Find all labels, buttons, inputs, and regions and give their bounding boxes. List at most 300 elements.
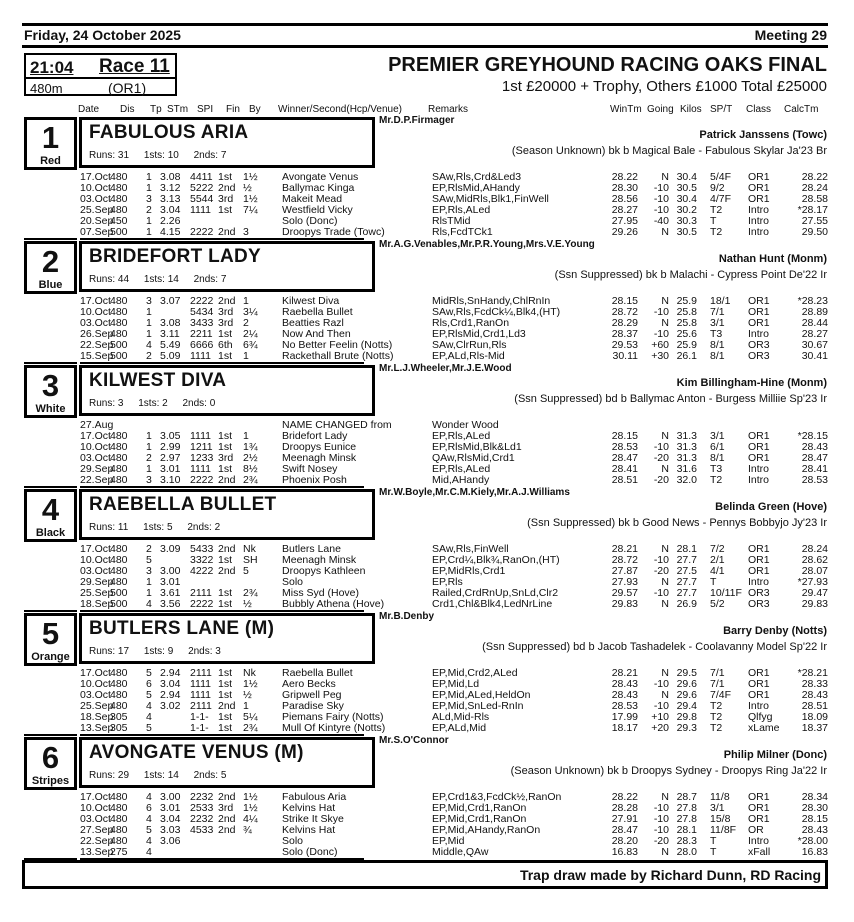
form-win-time: 28.43 xyxy=(611,678,638,690)
form-finish: 1st xyxy=(218,204,233,216)
form-trap: 1 xyxy=(146,182,152,194)
form-sectional-time: 3.56 xyxy=(160,598,181,610)
form-finish: 1st xyxy=(218,441,233,453)
form-distance-beaten: SH xyxy=(243,554,258,566)
form-winner-second: Fabulous Aria xyxy=(282,791,347,803)
form-starting-price: 2/1 xyxy=(710,554,725,566)
form-weight: 32.0 xyxy=(676,474,697,486)
form-date: 17.Oct xyxy=(80,667,111,679)
header-rule xyxy=(22,45,828,48)
form-starting-price: 11/8 xyxy=(710,791,730,803)
form-sectional-time: 3.04 xyxy=(160,813,181,825)
form-winner-second: Solo (Donc) xyxy=(282,215,338,227)
col-stm: STm xyxy=(167,104,189,115)
form-going: N xyxy=(661,667,669,679)
form-winner-second: Aero Becks xyxy=(282,678,336,690)
form-win-time: 27.95 xyxy=(611,215,638,227)
form-starting-price: 8/1 xyxy=(710,339,725,351)
form-remarks: EP,Mid,Ld xyxy=(432,678,480,690)
trap-number: 3 xyxy=(41,368,60,403)
form-win-time: 17.99 xyxy=(611,711,638,723)
greyhound-name: KILWEST DIVA xyxy=(89,370,227,391)
form-sectional-time: 3.03 xyxy=(160,824,181,836)
form-starting-price: 4/1 xyxy=(710,565,725,577)
form-sectional-time: 2.94 xyxy=(160,667,181,679)
form-class: OR1 xyxy=(748,678,770,690)
form-calc-time: 28.43 xyxy=(801,689,828,701)
trap-number: 5 xyxy=(41,616,60,651)
form-weight: 26.9 xyxy=(676,598,697,610)
form-remarks: EP,Mid,Crd1,RanOn xyxy=(432,802,527,814)
form-going: -10 xyxy=(653,182,669,194)
form-trap: 4 xyxy=(146,598,152,610)
wins-count: 1sts: 2 xyxy=(138,398,168,409)
runs-count: Runs: 29 xyxy=(89,770,130,781)
col-going: Going xyxy=(647,104,674,115)
form-going: N xyxy=(661,430,669,442)
form-weight: 27.7 xyxy=(676,576,697,588)
form-winner-second: NAME CHANGED from xyxy=(282,419,392,431)
form-finish: 2nd xyxy=(218,791,236,803)
owner: Mr.L.J.Wheeler,Mr.J.E.Wood xyxy=(379,363,512,374)
form-weight: 28.7 xyxy=(676,791,697,803)
form-split-positions: 5433 xyxy=(190,543,214,555)
form-trap: 2 xyxy=(146,543,152,555)
form-trap: 1 xyxy=(146,576,152,588)
form-trap: 4 xyxy=(146,835,152,847)
form-distance-beaten: 2¾ xyxy=(243,474,258,486)
form-going: N xyxy=(661,846,669,858)
form-date: 13.Sep xyxy=(80,846,114,858)
col-calctm: CalcTm xyxy=(784,104,819,115)
form-weight: 27.5 xyxy=(676,565,697,577)
form-distance-beaten: 2¾ xyxy=(243,722,258,734)
seconds-count: 2nds: 2 xyxy=(187,522,221,533)
form-starting-price: 18/1 xyxy=(710,295,731,307)
form-class: Intro xyxy=(748,215,770,227)
form-split-positions: 2222 xyxy=(190,226,214,238)
form-winner-second: Swift Nosey xyxy=(282,463,338,475)
form-finish: 1st xyxy=(218,171,233,183)
form-remarks: EP,Crd¼,Blk¾,RanOn,(HT) xyxy=(432,554,560,566)
breeding: (Season Unknown) bk b Droopys Sydney - Droopys Ring Ja'22 Ir xyxy=(510,765,827,777)
form-winner-second: Raebella Bullet xyxy=(282,667,353,679)
form-split-positions: 2222 xyxy=(190,598,214,610)
form-remarks: EP,MidRls,Crd1 xyxy=(432,565,506,577)
form-trap: 3 xyxy=(146,565,152,577)
form-split-positions: 2533 xyxy=(190,802,214,814)
form-win-time: 28.47 xyxy=(611,824,638,836)
form-winner-second: Rackethall Brute (Notts) xyxy=(282,350,394,362)
col-by: By xyxy=(249,104,261,115)
form-finish: 2nd xyxy=(218,813,236,825)
form-calc-time: 28.43 xyxy=(801,824,828,836)
form-split-positions: 1233 xyxy=(190,452,214,464)
seconds-count: 2nds: 7 xyxy=(193,274,227,285)
trap-colour: Red xyxy=(40,155,61,167)
form-date: 17.Oct xyxy=(80,543,111,555)
form-trap: 4 xyxy=(146,813,152,825)
breeding: (Ssn Suppressed) bk b Malachi - Cypress Point De'22 Ir xyxy=(554,269,827,281)
form-date: 17.Oct xyxy=(80,171,111,183)
form-class: OR1 xyxy=(748,295,770,307)
form-finish: 2nd xyxy=(218,295,236,307)
race-distance: 480m xyxy=(30,81,63,96)
form-weight: 30.3 xyxy=(676,215,697,227)
form-distance: 480 xyxy=(110,474,128,486)
form-finish: 1st xyxy=(218,350,233,362)
form-going: -10 xyxy=(653,554,669,566)
form-sectional-time: 3.61 xyxy=(160,587,181,599)
form-class: OR1 xyxy=(748,689,770,701)
form-weight: 25.9 xyxy=(676,295,697,307)
form-remarks: SAw,Rls,FcdCk¼,Blk4,(HT) xyxy=(432,306,561,318)
form-date: 25.Sep xyxy=(80,204,114,216)
form-class: xLame xyxy=(748,722,780,734)
greyhound-box xyxy=(79,489,375,540)
form-distance: 480 xyxy=(110,182,128,194)
greyhound-name: AVONGATE VENUS (M) xyxy=(89,742,304,763)
form-distance-beaten: 1½ xyxy=(243,193,258,205)
form-finish: 2nd xyxy=(218,182,236,194)
form-win-time: 29.57 xyxy=(611,587,638,599)
trap-box xyxy=(24,737,77,790)
form-distance: 480 xyxy=(110,791,128,803)
form-remarks: MidRls,SnHandy,ChlRnIn xyxy=(432,295,551,307)
seconds-count: 2nds: 3 xyxy=(188,646,221,657)
form-distance: 480 xyxy=(110,543,128,555)
trap-number: 4 xyxy=(41,492,60,527)
form-sectional-time: 2.97 xyxy=(160,452,181,464)
form-winner-second: Bubbly Athena (Hove) xyxy=(282,598,385,610)
meeting-date: Friday, 24 October 2025 xyxy=(24,27,181,43)
form-distance-beaten: 3¼ xyxy=(243,306,258,318)
form-going: +60 xyxy=(651,339,669,351)
form-finish: 1st xyxy=(218,587,233,599)
form-sectional-time: 2.94 xyxy=(160,689,181,701)
form-weight: 31.6 xyxy=(676,463,697,475)
form-finish: 3rd xyxy=(218,802,234,814)
form-remarks: EP,RlsMid,Crd1,Ld3 xyxy=(432,328,526,340)
form-distance-beaten: 4¼ xyxy=(243,813,258,825)
form-distance: 480 xyxy=(110,554,128,566)
form-finish: 3rd xyxy=(218,193,234,205)
form-going: -20 xyxy=(653,565,669,577)
form-remarks: EP,Mid,ALed,HeldOn xyxy=(432,689,531,701)
form-sectional-time: 3.01 xyxy=(160,576,181,588)
form-win-time: 27.91 xyxy=(611,813,638,825)
form-win-time: 28.72 xyxy=(611,306,638,318)
form-remarks: SAw,Rls,FinWell xyxy=(432,543,509,555)
form-distance: 500 xyxy=(110,598,128,610)
form-trap: 1 xyxy=(146,441,152,453)
form-split-positions: 2222 xyxy=(190,295,214,307)
form-going: N xyxy=(661,598,669,610)
form-sectional-time: 2.99 xyxy=(160,441,181,453)
form-going: +30 xyxy=(651,350,669,362)
form-sectional-time: 3.05 xyxy=(160,430,181,442)
form-distance-beaten: 1½ xyxy=(243,678,258,690)
form-trap: 1 xyxy=(146,587,152,599)
form-distance: 480 xyxy=(110,306,128,318)
form-remarks: EP,Rls,ALed xyxy=(432,204,491,216)
form-starting-price: 7/1 xyxy=(710,306,725,318)
form-going: +10 xyxy=(651,711,669,723)
top-rule xyxy=(22,23,828,26)
form-date: 10.Oct xyxy=(80,554,111,566)
form-split-positions: 2211 xyxy=(190,328,213,340)
form-calc-time: *28.15 xyxy=(797,430,828,442)
form-class: Qlfyg xyxy=(748,711,773,723)
form-winner-second: Droopys Trade (Towc) xyxy=(282,226,385,238)
form-starting-price: 7/1 xyxy=(710,667,725,679)
form-remarks: EP,Rls,ALed xyxy=(432,430,491,442)
form-win-time: 28.47 xyxy=(611,452,638,464)
form-sectional-time: 3.04 xyxy=(160,678,181,690)
form-calc-time: 28.53 xyxy=(801,474,828,486)
form-sectional-time: 3.08 xyxy=(160,317,181,329)
owner: Mr.A.G.Venables,Mr.P.R.Young,Mrs.V.E.Young xyxy=(379,239,595,250)
greyhound-name: BRIDEFORT LADY xyxy=(89,246,262,267)
form-sectional-time: 4.15 xyxy=(160,226,181,238)
form-remarks: EP,Mid,AHandy,RanOn xyxy=(432,824,541,836)
form-weight: 30.5 xyxy=(676,226,697,238)
form-distance-beaten: 6¾ xyxy=(243,339,258,351)
form-win-time: 28.21 xyxy=(611,667,638,679)
form-finish: 3rd xyxy=(218,452,234,464)
form-distance: 480 xyxy=(110,802,128,814)
form-date: 10.Oct xyxy=(80,678,111,690)
race-time: 21:04 xyxy=(30,58,74,77)
form-date: 10.Oct xyxy=(80,441,111,453)
form-remarks: Rls,Crd1,RanOn xyxy=(432,317,510,329)
form-calc-time: 28.07 xyxy=(801,565,828,577)
form-winner-second: Strike It Skye xyxy=(282,813,344,825)
form-remarks: Mid,AHandy xyxy=(432,474,490,486)
form-winner-second: Meenagh Minsk xyxy=(282,452,357,464)
form-trap: 1 xyxy=(146,430,152,442)
form-distance-beaten: 2 xyxy=(243,317,249,329)
greyhound-box xyxy=(79,365,375,416)
form-win-time: 28.28 xyxy=(611,802,638,814)
form-distance-beaten: ½ xyxy=(243,598,252,610)
form-trap: 1 xyxy=(146,328,152,340)
form-remarks: EP,Mid xyxy=(432,835,465,847)
form-going: -10 xyxy=(653,441,669,453)
form-distance-beaten: 3 xyxy=(243,226,249,238)
race-title: PREMIER GREYHOUND RACING OAKS FINAL xyxy=(388,54,827,76)
form-split-positions: 1111 xyxy=(190,463,212,475)
form-class: OR1 xyxy=(748,802,770,814)
form-starting-price: T3 xyxy=(710,328,723,340)
form-trap: 1 xyxy=(146,215,152,227)
form-starting-price: T2 xyxy=(710,474,723,486)
form-starting-price: 6/1 xyxy=(710,441,725,453)
form-sectional-time: 2.26 xyxy=(160,215,181,227)
form-split-positions: 2111 xyxy=(190,667,212,679)
form-class: OR1 xyxy=(748,306,770,318)
form-calc-time: 18.37 xyxy=(801,722,828,734)
form-win-time: 18.17 xyxy=(611,722,638,734)
form-distance-beaten: 8½ xyxy=(243,463,258,475)
form-starting-price: T2 xyxy=(710,700,723,712)
race-grade: (OR1) xyxy=(108,80,147,96)
form-remarks: SAw,MidRls,Blk1,FinWell xyxy=(432,193,549,205)
form-date: 25.Sep xyxy=(80,700,114,712)
form-winner-second: Solo xyxy=(282,576,304,588)
breeding: (Ssn Suppressed) bd b Jacob Tashadelek - Coolavanny Model Sp'22 Ir xyxy=(482,641,827,653)
form-date: 13.Sep xyxy=(80,722,114,734)
form-going: N xyxy=(661,689,669,701)
form-date: 10.Oct xyxy=(80,306,111,318)
form-starting-price: 8/1 xyxy=(710,452,725,464)
form-going: N xyxy=(661,226,669,238)
form-remarks: EP,Mid,SnLed-RnIn xyxy=(432,700,524,712)
form-split-positions: 1111 xyxy=(190,430,212,442)
form-distance: 480 xyxy=(110,441,128,453)
form-split-positions: 4222 xyxy=(190,565,214,577)
form-calc-time: 28.62 xyxy=(801,554,828,566)
form-underline xyxy=(80,610,364,612)
form-date: 17.Oct xyxy=(80,295,111,307)
form-win-time: 29.83 xyxy=(611,598,638,610)
form-going: N xyxy=(661,171,669,183)
form-calc-time: 28.34 xyxy=(801,791,828,803)
form-finish: 1st xyxy=(218,722,233,734)
col-spi: SPI xyxy=(197,104,214,115)
form-remarks: EP,Mid,Crd2,ALed xyxy=(432,667,518,679)
form-class: xFall xyxy=(748,846,771,858)
trap-colour: Stripes xyxy=(31,775,70,787)
form-starting-price: T2 xyxy=(710,711,723,723)
form-date: 10.Oct xyxy=(80,182,111,194)
form-distance-beaten: 1½ xyxy=(243,791,258,803)
form-calc-time: *28.23 xyxy=(797,295,828,307)
form-winner-second: Kelvins Hat xyxy=(282,802,336,814)
form-win-time: 27.87 xyxy=(611,565,638,577)
form-distance: 305 xyxy=(110,711,128,723)
form-distance-beaten: 1½ xyxy=(243,802,258,814)
form-going: -10 xyxy=(653,700,669,712)
runner-block xyxy=(0,737,854,861)
form-date: 20.Sep xyxy=(80,215,114,227)
form-remarks: EP,ALd,Rls-Mid xyxy=(432,350,505,362)
career-stats xyxy=(89,646,233,657)
form-going: -10 xyxy=(653,328,669,340)
form-going: -20 xyxy=(653,452,669,464)
trainer: Belinda Green (Hove) xyxy=(715,501,827,513)
form-trap: 5 xyxy=(146,824,152,836)
form-distance-beaten: 2¾ xyxy=(243,587,258,599)
seconds-count: 2nds: 7 xyxy=(193,150,227,161)
form-calc-time: 18.09 xyxy=(801,711,828,723)
form-underline xyxy=(80,486,364,488)
form-distance: 480 xyxy=(110,317,128,329)
form-win-time: 30.11 xyxy=(612,350,638,362)
form-distance-beaten: 7¼ xyxy=(243,204,258,216)
form-table xyxy=(80,544,828,610)
form-class: OR3 xyxy=(748,350,770,362)
form-calc-time: 30.41 xyxy=(801,350,828,362)
form-remarks: EP,Rls xyxy=(432,576,463,588)
form-going: -20 xyxy=(653,835,669,847)
form-table xyxy=(80,296,828,362)
runner-block xyxy=(0,241,854,365)
form-date: 27.Aug xyxy=(80,419,114,431)
form-remarks: EP,Rls,ALed xyxy=(432,463,491,475)
form-split-positions: 1111 xyxy=(190,689,212,701)
race-info-top xyxy=(26,55,175,79)
col-remarks: Remarks xyxy=(428,104,469,115)
form-winner-second: Now And Then xyxy=(282,328,351,340)
form-calc-time: *28.21 xyxy=(797,667,828,679)
form-finish: 2nd xyxy=(218,226,236,238)
form-remarks: Rls,FcdTCk1 xyxy=(432,226,493,238)
form-class: OR3 xyxy=(748,587,770,599)
form-weight: 27.7 xyxy=(676,587,697,599)
form-sectional-time: 3.12 xyxy=(160,182,181,194)
form-going: -10 xyxy=(653,306,669,318)
form-trap: 5 xyxy=(146,554,152,566)
trap-box xyxy=(24,489,77,542)
form-calc-time: *28.00 xyxy=(797,835,828,847)
form-win-time: 28.51 xyxy=(611,474,638,486)
form-weight: 26.1 xyxy=(676,350,697,362)
form-starting-price: T3 xyxy=(710,463,723,475)
form-going: -10 xyxy=(653,813,669,825)
form-finish: 2nd xyxy=(218,824,236,836)
form-calc-time: 27.55 xyxy=(801,215,828,227)
greyhound-box xyxy=(79,241,375,292)
form-remarks: Middle,QAw xyxy=(432,846,489,858)
form-weight: 28.3 xyxy=(676,835,697,847)
form-distance-beaten: 5 xyxy=(243,565,249,577)
owner: Mr.W.Boyle,Mr.C.M.Kiely,Mr.A.J.Williams xyxy=(379,487,570,498)
form-win-time: 28.53 xyxy=(611,700,638,712)
form-starting-price: 3/1 xyxy=(710,430,725,442)
form-class: Intro xyxy=(748,576,770,588)
form-calc-time: 28.51 xyxy=(801,700,828,712)
form-split-positions: 1211 xyxy=(190,441,213,453)
form-date: 03.Oct xyxy=(80,565,111,577)
form-distance-beaten: Nk xyxy=(243,543,256,555)
form-trap: 6 xyxy=(146,802,152,814)
form-sectional-time: 3.08 xyxy=(160,171,181,183)
form-win-time: 28.53 xyxy=(611,441,638,453)
form-win-time: 28.27 xyxy=(611,204,638,216)
race-number: Race 11 xyxy=(99,56,170,77)
form-remarks: Wonder Wood xyxy=(432,419,499,431)
seconds-count: 2nds: 0 xyxy=(182,398,216,409)
form-calc-time: 28.30 xyxy=(801,802,828,814)
form-going: N xyxy=(661,317,669,329)
form-starting-price: 5/4F xyxy=(710,171,732,183)
form-weight: 25.8 xyxy=(676,306,697,318)
form-win-time: 28.20 xyxy=(611,835,638,847)
form-winner-second: Droopys Kathleen xyxy=(282,565,366,577)
greyhound-box xyxy=(79,613,375,664)
form-split-positions: 5434 xyxy=(190,306,214,318)
career-stats xyxy=(89,274,238,285)
runs-count: Runs: 44 xyxy=(89,274,130,285)
form-distance: 480 xyxy=(110,295,128,307)
form-class: OR1 xyxy=(748,565,770,577)
form-split-positions: 5222 xyxy=(190,182,214,194)
owner: Mr.B.Denby xyxy=(379,611,435,622)
form-class: OR1 xyxy=(748,317,770,329)
form-date: 25.Sep xyxy=(80,587,114,599)
form-remarks: EP,RlsMid,AHandy xyxy=(432,182,520,194)
